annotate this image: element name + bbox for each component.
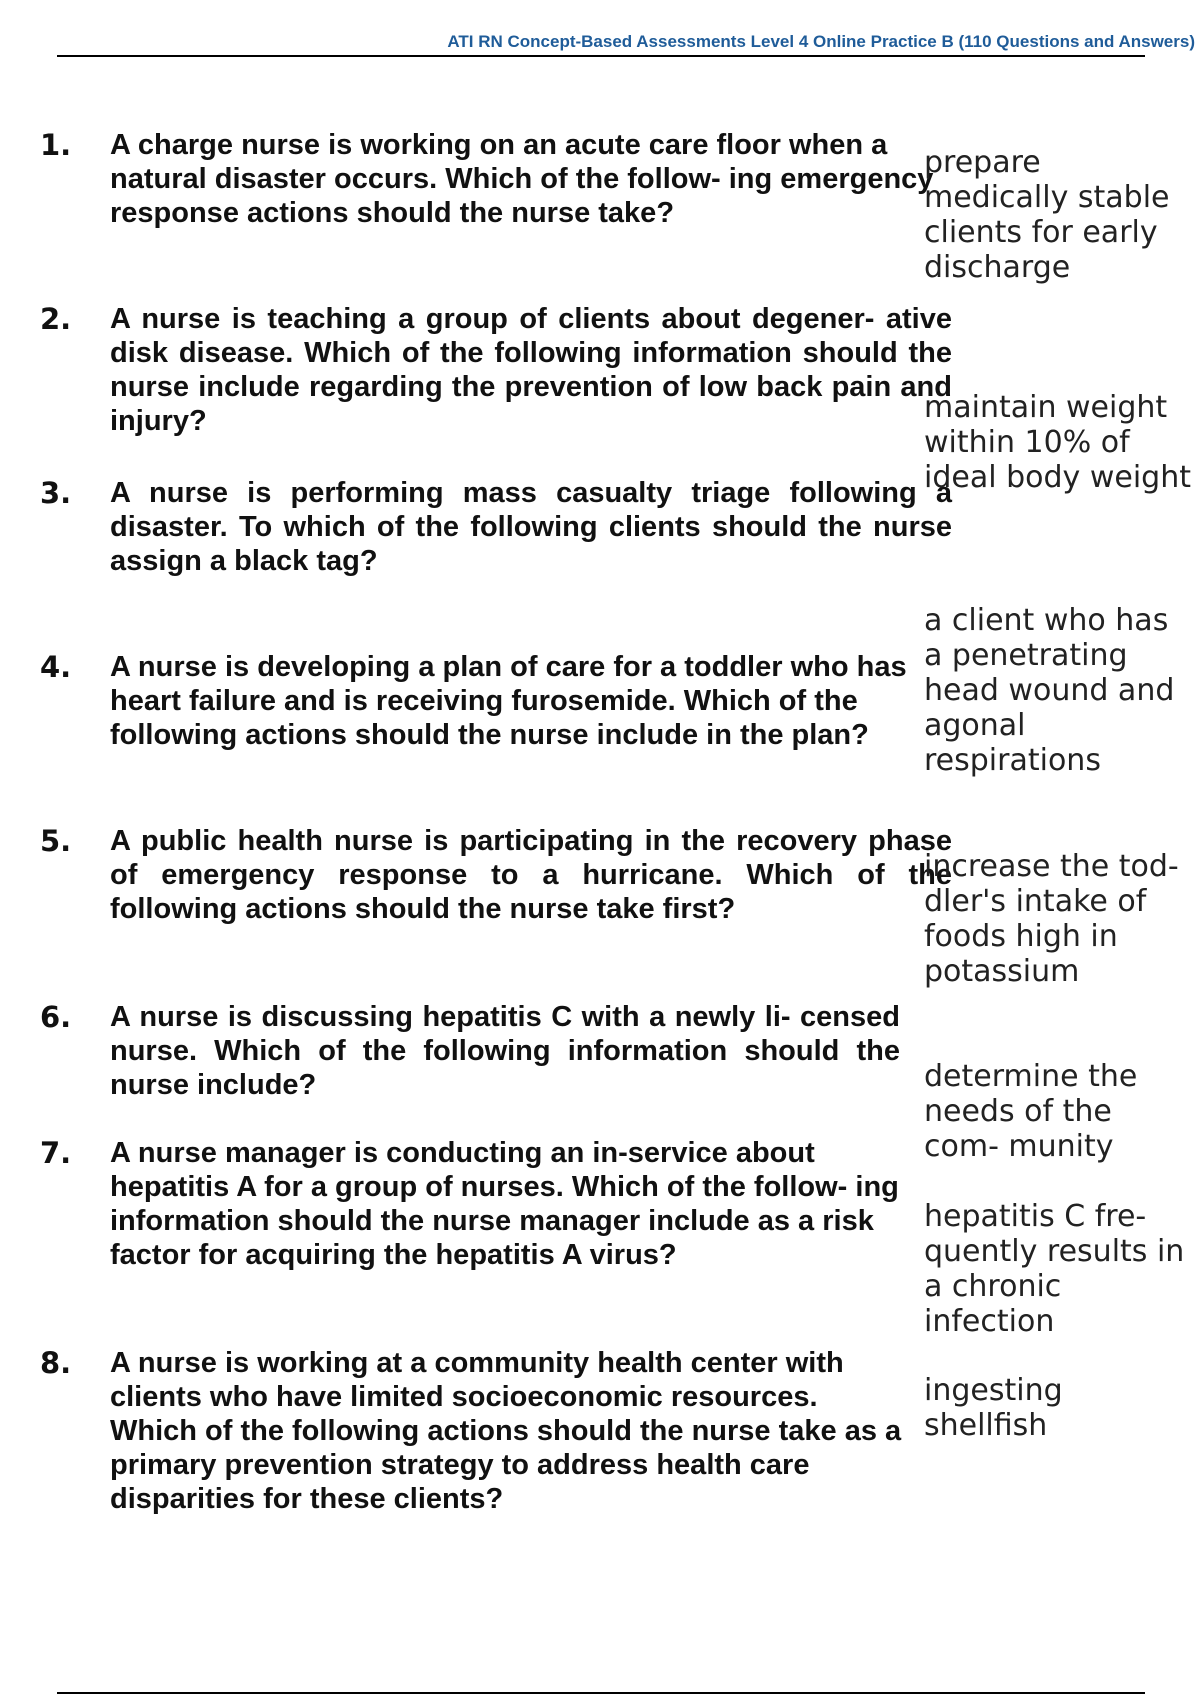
- question-number: 4.: [40, 650, 72, 684]
- question-text: A nurse is discussing hepatitis C with a newly li- censed nurse. Which of the following information should the nurse include?: [110, 1001, 900, 1101]
- footer-divider: [57, 1692, 1145, 1694]
- question-text: A charge nurse is working on an acute care floor when a natural disaster occurs. Which of the follow- ing emergency response actions should the nurse take?: [110, 129, 934, 229]
- question-text: A nurse is developing a plan of care for a toddler who has heart failure and is receiving furosemide. Which of the following actions should the nurse include in the plan?: [110, 651, 907, 751]
- question-number: 7.: [40, 1136, 72, 1170]
- answer-text-6: hepatitis C fre- quently results in a chronic infection: [924, 1199, 1185, 1339]
- answer-text-2: maintain weight within 10% of ideal body weight: [924, 390, 1191, 495]
- question-text: A nurse is teaching a group of clients about degener- ative disk disease. Which of the following information should the nurse include regarding the prevention of low back pain and injury?: [110, 303, 952, 437]
- question-text: A nurse is working at a community health center with clients who have limited socioeconomic resources. Which of the following actions should the nurse take as a primary prevention strategy to address health care disparities for these clients?: [110, 1347, 902, 1515]
- question-text: A nurse manager is conducting an in-service about hepatitis A for a group of nurses. Which of the follow- ing information should the nurse manager include as a risk factor for acquiring the hepatitis A virus?: [110, 1137, 899, 1271]
- header-divider: [57, 55, 1145, 57]
- answer-text-5: determine the needs of the com- munity: [924, 1059, 1138, 1164]
- question-number: 3.: [40, 476, 72, 510]
- answer-text-1: prepare medically stable clients for early discharge: [924, 145, 1170, 285]
- question-number: 8.: [40, 1346, 72, 1380]
- question-number: 5.: [40, 824, 72, 858]
- answer-text-3: a client who has a penetrating head wound and agonal respirations: [924, 603, 1175, 778]
- header-title: ATI RN Concept-Based Assessments Level 4 Online Practice B (110 Questions and Answers): [447, 32, 1195, 51]
- question-number: 2.: [40, 302, 72, 336]
- question-number: 1.: [40, 128, 72, 162]
- question-text: A public health nurse is participating in the recovery phase of emergency response to a hurricane. Which of the following actions should the nurse take first?: [110, 825, 952, 925]
- answer-text-4: increase the tod- dler's intake of foods high in potassium: [924, 849, 1179, 989]
- question-text: A nurse is performing mass casualty triage following a disaster. To which of the following clients should the nurse assign a black tag?: [110, 477, 952, 577]
- question-number: 6.: [40, 1000, 72, 1034]
- answer-text-7: ingesting shellfish: [924, 1373, 1063, 1443]
